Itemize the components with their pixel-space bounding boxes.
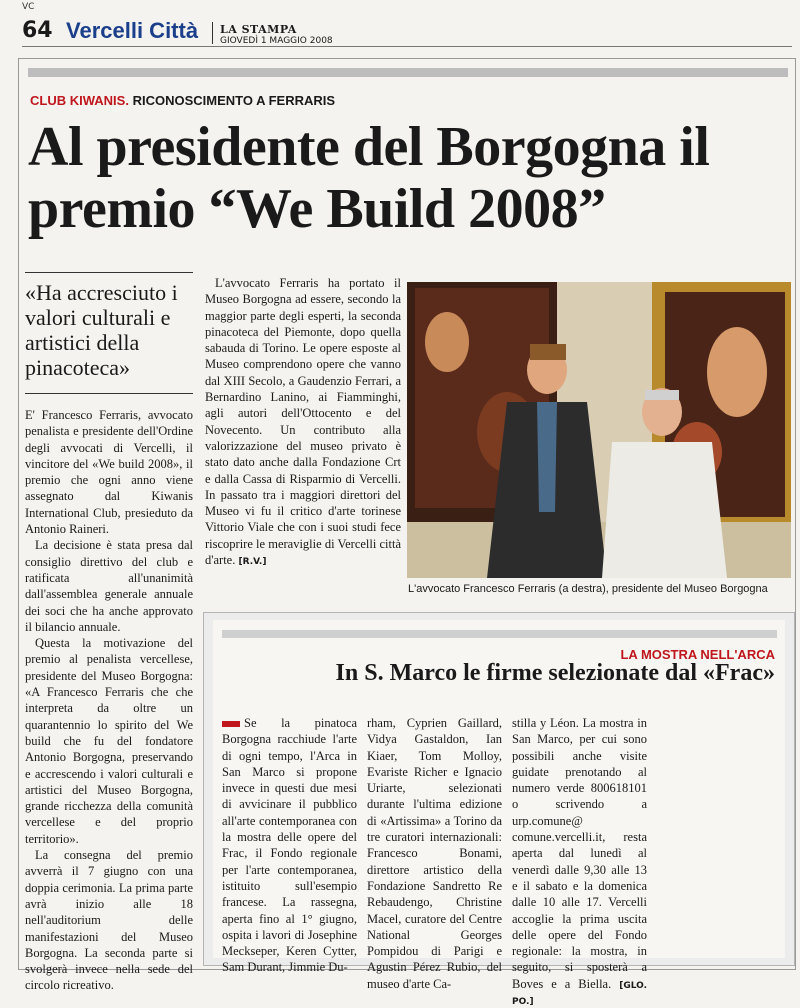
quote-rule-bottom [25,393,193,394]
photo-illustration [407,282,791,578]
paragraph: Se la pinatoca Borgogna racchiude l'arte di ogni tempo, l'Arca in San Marco si propone invece in questi due mesi di avvicinare il pubblico all'arte contemporanea con la mostra delle opere del Frac, il Fondo regionale per l'arte contemporanea, istituito sull'esempio francese. La rassegna, aperta fino al 1° giugno, ospita i lavori di Josephine Meckseper, Keren Cytter, Sam Durant, Jimmie Du- [222,716,357,975]
paragraph-wrap [222,715,357,976]
paragraph: stilla y Léon. La mostra in San Marco, per cui sono possibili anche visite guidate prenotando al numero verde 800618101 o scrivendo a urp.comune@ comune.vercelli.it, resta aperta dal lunedì al venerdì dalle 9,30 alle 13 e il sabato e la domenica dalle 10 alle 17. Vercelli accoglie la prima uscita delle opere del Fondo regionale: la mostra, in seguito, si sposterà a Boves e a Biella. [512,716,647,991]
kicker-red: CLUB KIWANIS. [30,93,129,108]
boxed-top-bar [222,630,777,638]
paragraph: Questa la motivazione del premio al penalista vercellese, presidente del Museo Borgogna: «A Francesco Ferraris che che interpreta da oltre un quarantennio lo spirito del We build che fu del fondatore Antonio Borgogna, preservando e accrescendo i valori culturali e artistici del Museo Borgogna, grande ricchezza della comunità vercellese e del proprio territorio». [25,636,193,846]
issue-date: GIOVEDÌ 1 MAGGIO 2008 [220,36,333,46]
paragraph: rham, Cyprien Gaillard, Vidya Gastaldon, Ian Kiaer, Tom Molloy, Evariste Richer e Ignacio Uriarte, selezionati durante l'ultima edizione di «Artissima» a Torino da tre curatori internazionali: Francesco Bonami, direttore artistico della Fondazione Sandretto Re Rebaudengo, Christine Macel, curatore del Centre National Georges Pompidou di Parigi e Agustin Pérez Rubio, del museo d'arte Ca- [367,716,502,991]
paragraph: L'avvocato Ferraris ha portato il Museo Borgogna ad essere, secondo la maggior parte degli esperti, la seconda pinacoteca del Piemonte, dopo quella sabauda di Torino. Le opere esposte al Museo comprendono opere che vanno dal XIII Secolo, a Gaudenzio Ferrari, a Bernardino Lanino, ai Fiamminghi, agli autori dell'Ottocento e del Novecento. Un contributo alla valorizzazione del museo privato è stato dato anche dalla Fondazione Crt e dalla Cassa di Risparmio di Vercelli. In passato tra i maggiori direttori del Museo vi fu il critico d'arte torinese Vittorio Viale che con i suoi studi fece riscoprire le meraviglie di Vercelli città d'arte. [205,276,401,568]
newspaper-name: LA STAMPA [220,23,297,36]
boxed-column-1 [222,715,357,976]
photo-caption: L'avvocato Francesco Ferraris (a destra), presidente del Museo Borgogna [408,583,768,595]
article-column-2 [205,275,401,568]
section-title: Vercelli Città [66,18,199,43]
pull-quote: «Ha accresciuto i valori culturali e artistici della pinacoteca» [25,280,178,380]
page-number: 64 [22,18,53,43]
paragraph-wrap [205,275,401,568]
kicker-black: RICONOSCIMENTO A FERRARIS [132,93,336,108]
header-rule [22,46,792,47]
author-signature: [R.V.] [238,557,267,568]
headline: Al presidente del Borgogna il premio “We Build 2008” [28,116,710,240]
header-divider [212,22,213,44]
boxed-title: In S. Marco le firme selezionate dal «Frac» [335,660,775,686]
paragraph: E' Francesco Ferraris, avvocato penalista e presidente dell'Ordine degli avvocati di Vercelli, il vincitore del «We build 2008», il premio che ogni anno viene assegnato dal Kiwanis International Club, presieduto da Antonio Raineri. [25,408,193,537]
paragraph: La decisione è stata presa dal consiglio direttivo del club e ratificata all'unanimità dall'assemblea generale annuale dei soci che ha anche approvato il bilancio annuale. [25,538,193,634]
article-kicker [30,93,335,108]
boxed-kicker: LA MOSTRA NELL'ARCA [620,647,775,662]
boxed-column-2 [367,715,502,992]
red-marker-icon [222,721,240,727]
article-top-bar [28,68,788,77]
article-photo [407,282,791,578]
corner-tag: VC [22,2,35,12]
paragraph: La consegna del premio avverrà il 7 giugno con una doppia cerimonia. La prima parte avrà inizio alle 18 nell'auditorium delle manifestazioni del Museo Borgogna. La seconda parte si svolgerà invece nella sede del circolo ricreativo. [25,848,193,993]
boxed-column-3 [512,715,647,1008]
article-column-1 [25,407,193,994]
paragraph-wrap [512,715,647,1008]
author-signature: [GLO. PO.] [512,980,647,1008]
quote-rule-top [25,272,193,273]
